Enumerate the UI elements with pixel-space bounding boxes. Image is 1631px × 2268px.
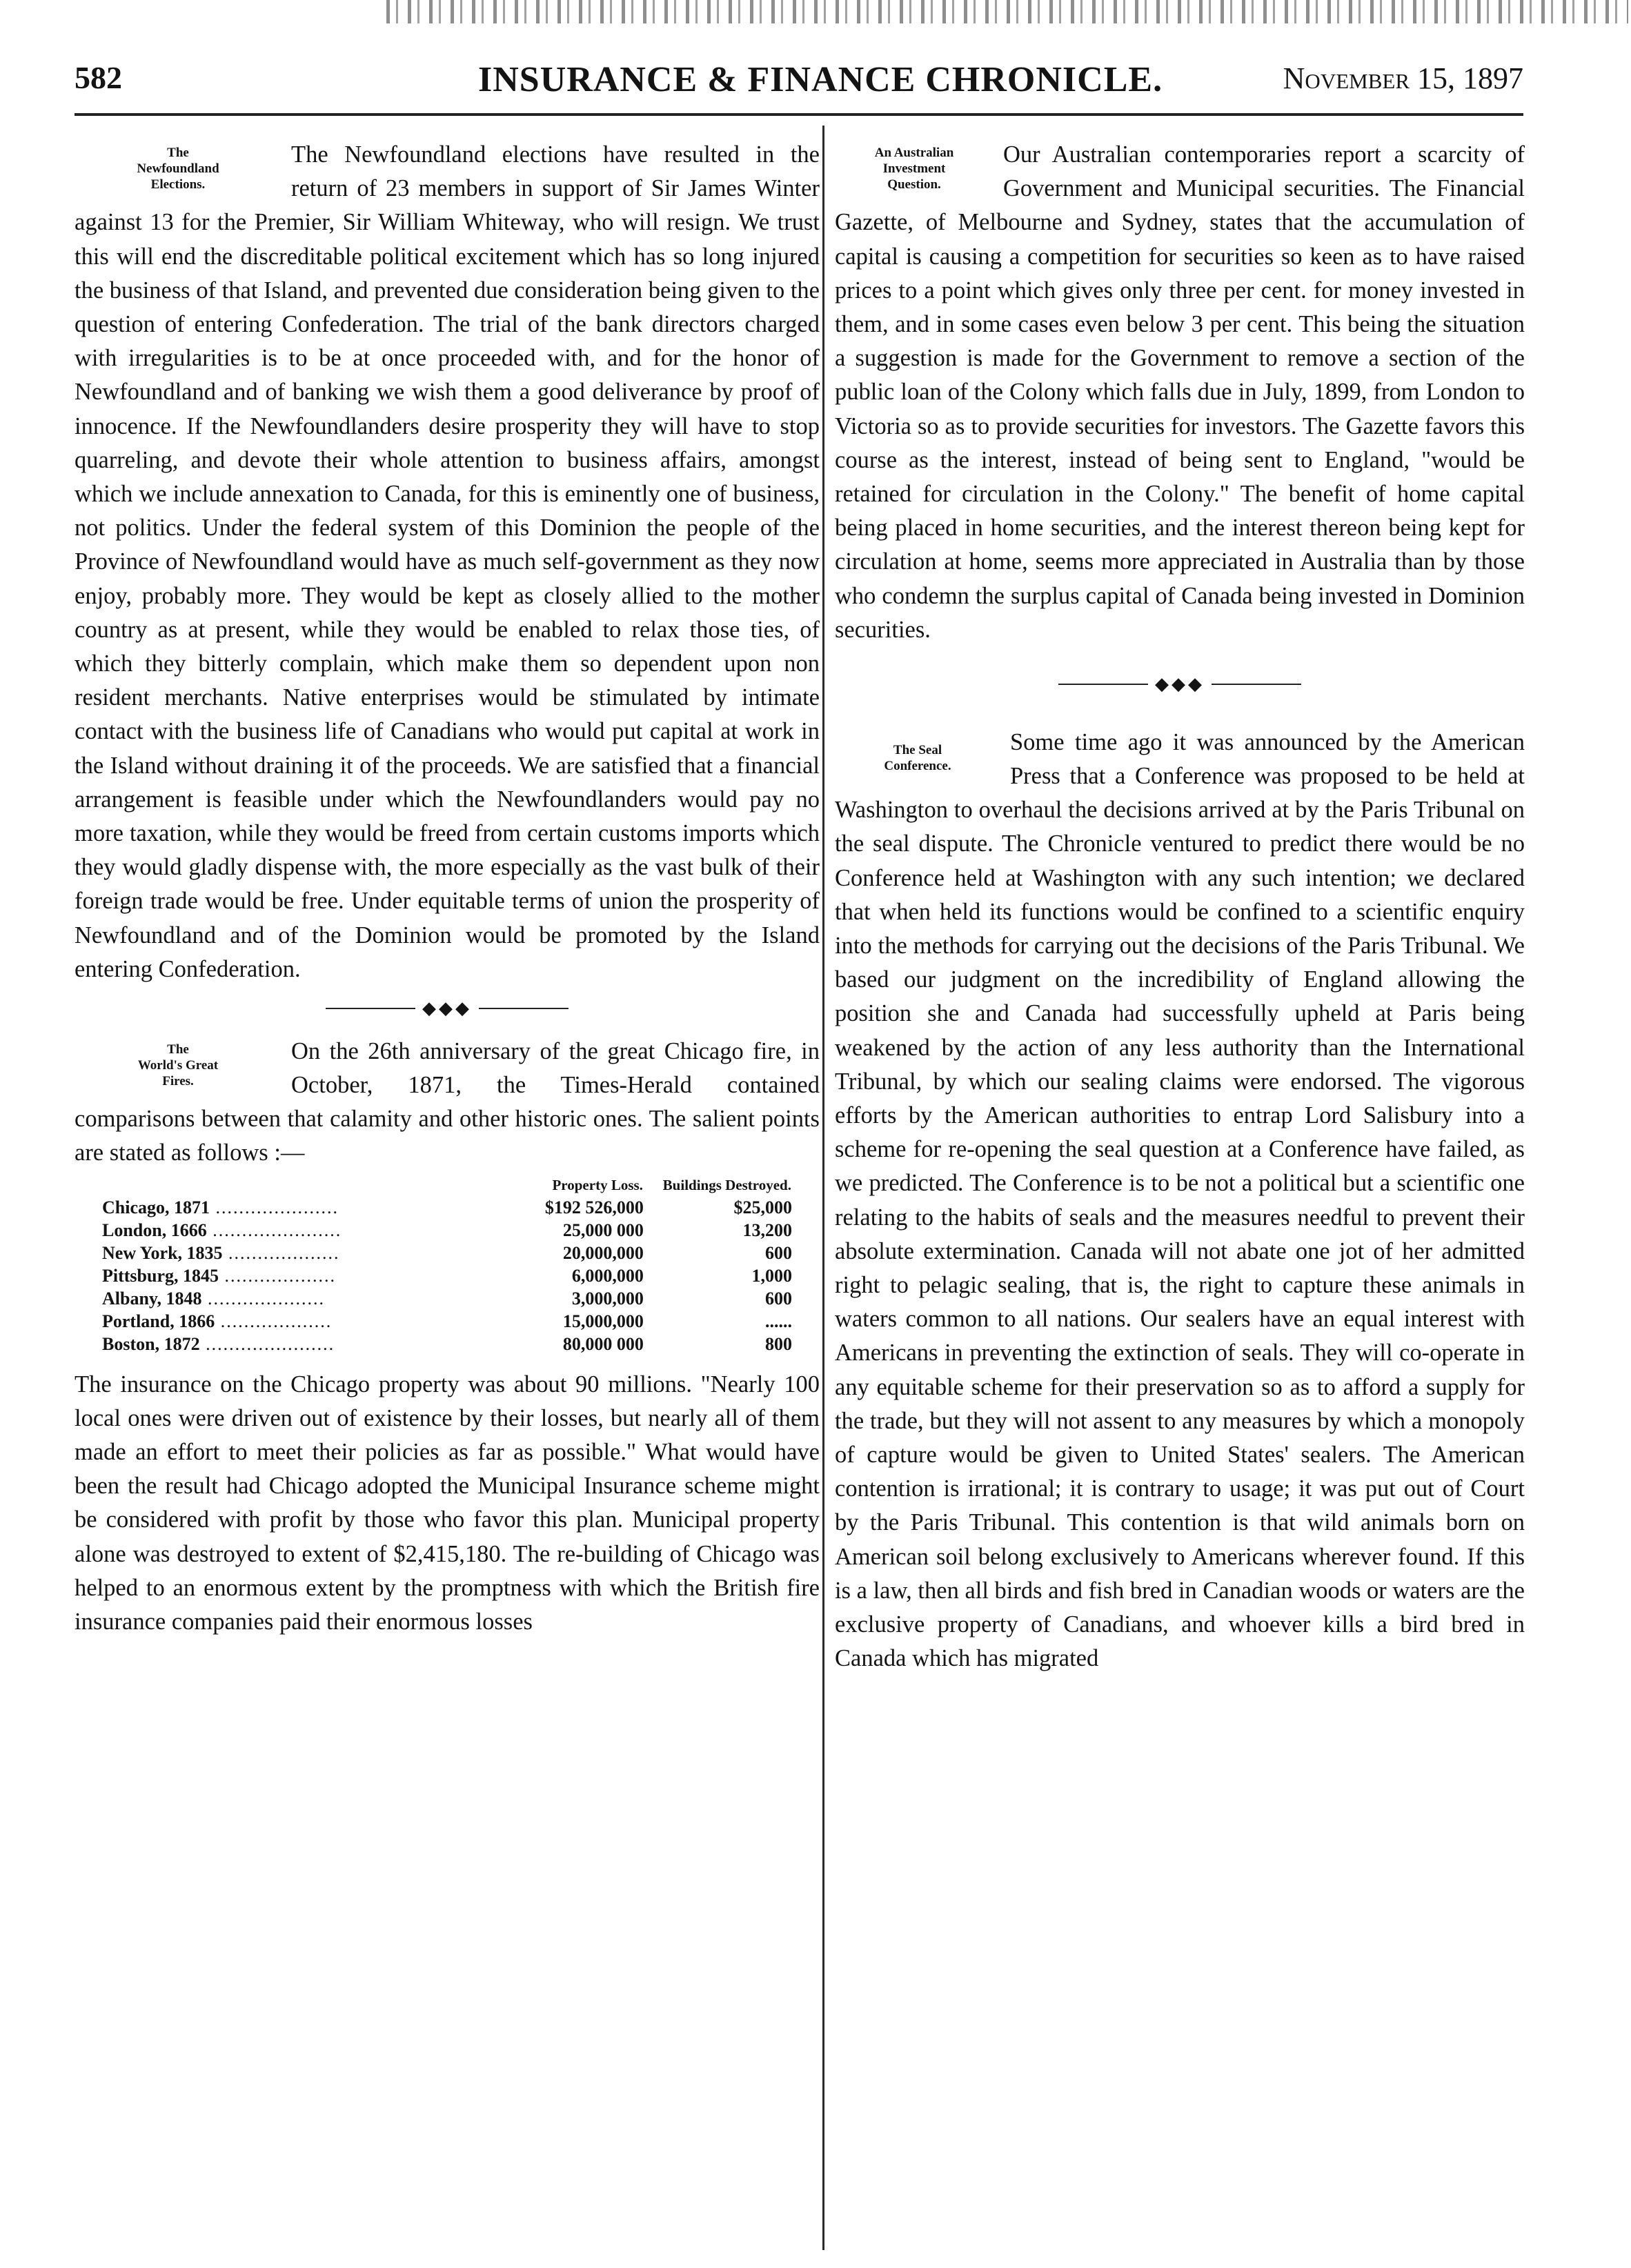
side-heading: The Seal Conference. — [884, 742, 951, 773]
article-body — [835, 138, 1525, 647]
page-header — [75, 59, 1523, 115]
side-heading: An Australian Investment Question. — [874, 146, 954, 192]
column-rule — [822, 126, 824, 2250]
right-column — [835, 138, 1525, 1675]
fires-table — [102, 1176, 792, 1355]
side-heading: The World's Great Fires. — [137, 1042, 219, 1088]
issue-date: November 15, 1897 — [1283, 61, 1523, 95]
column-header: Property Loss. — [552, 1176, 643, 1193]
table-row: Chicago, 1871 ..................... $192 526,000 $25,000 — [102, 1197, 792, 1217]
article-great-fires — [75, 1035, 820, 1639]
article-body — [75, 138, 820, 986]
paragraph-text: Some time ago it was announced by the American Press that a Conference was proposed to be held at Washington to overhaul the decisions arrived at by the Paris Tribunal on the seal dispute. The Chronicle ventured to predict there would be no Conference held at Washington with any such intention; we declared that when held its functions would be confined to a scientific enquiry into the methods for carrying out the decisions of the Paris Tribunal. We based our judgment on the incredibility of England allowing the position she and Canada had successfully upheld at Paris being weakened by the action of any less authority than the International Tribunal, by which our sealing claims were endorsed. The vigorous efforts by the American authorities to entrap Lord Salisbury into a scheme for re-opening the seal question at a Conference have failed, as we predicted. The Conference is to be not a political but a scientific one relating to the habits of seals and the measures needful to prevent their absolute extermination. Canada will not abate one jot of her admitted right to pelagic sealing, that is, the right to capture these animals in waters common to all nations. Our sealers have an equal interest with Americans in preventing the extinction of seals. They will co-operate in any equitable scheme for their preservation so as to afford a supply for the trade, but they will not assent to any measures by which a monopoly of capture would be given to United States' sealers. The American contention is irrational; it is contrary to usage; it was put out of Court by the Paris Tribunal. This contention is that wild animals born on American soil belong exclusively to Americans wherever found. If this is a law, then all birds and fish bred in Canadian woods or waters are the exclusive property of Canadians, and whoever kills a bird bred in Canada which has migrated — [835, 728, 1525, 1672]
table-row: Boston, 1872 ...................... 80,000 000 800 — [102, 1333, 792, 1354]
table-row: Pittsburg, 1845 ................... 6,000,000 1,000 — [102, 1265, 792, 1286]
article-australian-investment — [835, 138, 1525, 647]
section-ornament: ◆◆◆ — [835, 668, 1525, 698]
article-body — [75, 1035, 820, 1171]
column-header: Buildings Destroyed. — [662, 1176, 791, 1193]
table-row: Portland, 1866 ................... 15,000,000 ...... — [102, 1311, 792, 1331]
page-number: 582 — [75, 60, 122, 95]
paragraph-text: The Newfoundland elections have resulted in the return of 23 members in support of Sir James Winter against 13 for the Premier, Sir William Whiteway, who will resign. We trust this will end the discreditable political excitement which has so long injured the business of that Island, and prevented due consideration being given to the question of entering Confederation. The trial of the bank directors charged with irregularities is to be at once proceeded with, and for the honor of Newfoundland and of banking we wish them a good deliverance by proof of innocence. If the Newfoundlanders desire prosperity they will have to stop quarreling, and devote their whole attention to business affairs, amongst which we include annexation to Canada, for this is eminently one of business, not politics. Under the federal system of this Dominion the people of the Province of Newfoundland would have as much self-government as they now enjoy, probably more. They would be kept as closely allied to the mother country as at present, while they would be enabled to relax those ties, of which they bitterly complain, which make them so dependent upon non resident merchants. Native enterprises would be stimulated by intimate contact with the business life of Canadians who would put capital at work in the Island without draining it of the proceeds. We are satisfied that a financial arrangement is feasible under which the Newfoundlanders would pay no more taxation, while they would be freed from certain customs imports which they would gladly dispense with, the more especially as the vast bulk of their foreign trade would be free. Under equitable terms of union the prosperity of Newfoundland and of the Dominion would be promoted by the Island entering Confederation. — [75, 141, 820, 982]
header-rule — [75, 113, 1523, 116]
left-column — [75, 138, 820, 1639]
article-seal-conference — [835, 726, 1525, 1676]
table-header-row — [102, 1176, 792, 1196]
scan-artifact — [386, 0, 1628, 23]
table-row: Albany, 1848 .................... 3,000,000 600 — [102, 1288, 792, 1309]
article-continuation: The insurance on the Chicago property was about 90 millions. "Nearly 100 local ones were driven out of existence by their losses, but nearly all of them made an effort to meet their policies as far as possible." What would have been the result had Chicago adopted the Municipal Insurance scheme might be considered with profit by those who favor this plan. Municipal property alone was destroyed to extent of $2,415,180. The re-building of Chicago was helped to an enormous extent by the promptness with which the British fire insurance companies paid their enormous losses — [75, 1371, 820, 1635]
article-body — [835, 726, 1525, 1676]
side-heading: The Newfoundland Elections. — [137, 146, 219, 192]
journal-title: INSURANCE & FINANCE CHRONICLE. — [478, 60, 1163, 99]
table-row: London, 1666 ...................... 25,000 000 13,200 — [102, 1220, 792, 1240]
paragraph-text: Our Australian contemporaries report a scarcity of Government and Municipal securities. The Financial Gazette, of Melbourne and Sydney, states that the accumulation of capital is causing a competition for securities so keen as to have raised prices to a point which gives only three per cent. for money invested in them, and in some cases even below 3 per cent. This being the situation a suggestion is made for the Government to remove a section of the public loan of the Colony which falls due in July, 1899, from London to Victoria so as to provide securities for investors. The Gazette favors this course as the interest, instead of being sent to England, "would be retained for circulation in the Colony." The benefit of home capital being placed in home securities, and the interest thereon being kept for circulation at home, seems more appreciated in Australia than by those who condemn the surplus capital of Canada being invested in Dominion securities. — [835, 141, 1525, 643]
section-ornament: ◆◆◆ — [75, 992, 820, 1022]
article-newfoundland — [75, 138, 820, 986]
table-row: New York, 1835 ................... 20,000,000 600 — [102, 1242, 792, 1263]
paragraph-text: On the 26th anniversary of the great Chicago fire, in October, 1871, the Times-Herald contained comparisons between that calamity and other historic ones. The salient points are stated as follows :— — [75, 1037, 820, 1166]
